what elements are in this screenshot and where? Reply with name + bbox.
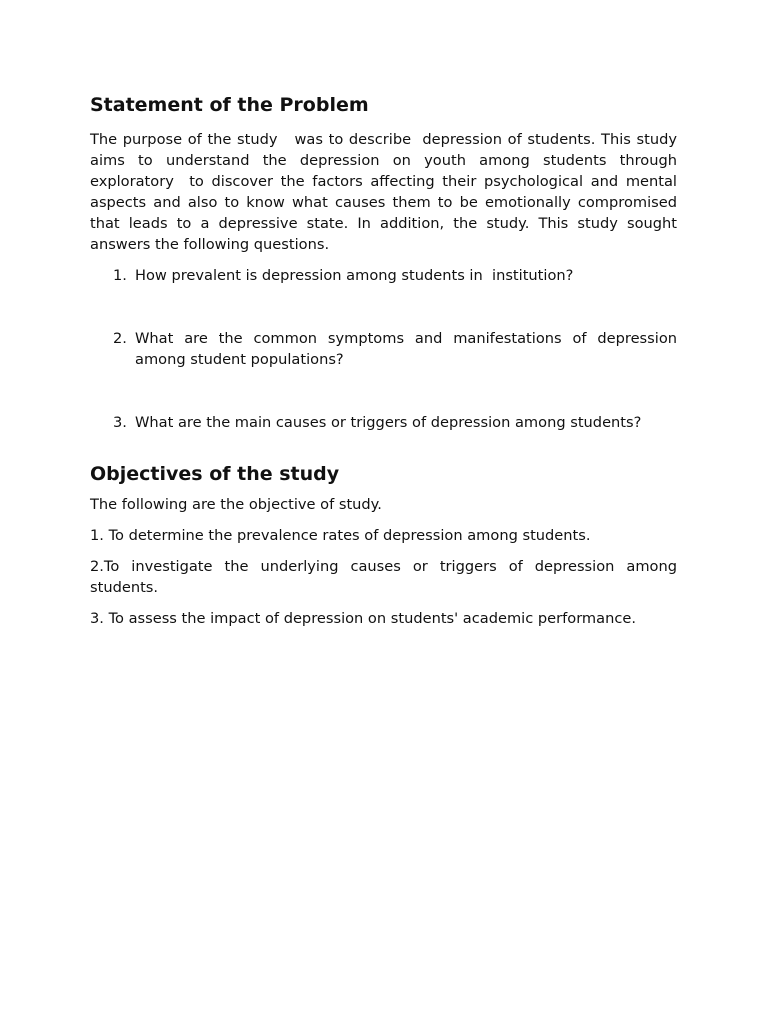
list-item bbox=[90, 328, 677, 371]
objective-item: 1. To determine the prevalence rates of depression among students. bbox=[90, 527, 591, 544]
problem-paragraph: The purpose of the study was to describe depression of students. This study aims to understand the depression on youth among students through exploratory to discover the factors affecting their psychological and mental aspects and also to know what causes them to be emotionally compromised that leads to a depressive state. In addition, the study. This study sought answers the following questions. bbox=[90, 131, 682, 253]
question-text: What are the common symptoms and manifestations of depression among student populations? bbox=[135, 329, 677, 368]
list-item bbox=[90, 265, 677, 287]
question-text: What are the main causes or triggers of depression among students? bbox=[135, 413, 642, 431]
document-page bbox=[90, 92, 682, 639]
list-item bbox=[90, 412, 677, 434]
research-questions-list bbox=[90, 265, 677, 433]
question-number: 3. bbox=[113, 413, 127, 431]
objectives-intro: The following are the objective of study. bbox=[90, 496, 382, 513]
question-text: How prevalent is depression among students in institution? bbox=[135, 267, 574, 284]
objective-item: 2.To investigate the underlying causes or triggers of depression among students. bbox=[90, 558, 677, 596]
objectives-heading: Objectives of the study bbox=[90, 463, 340, 485]
question-number: 1. bbox=[113, 267, 127, 284]
question-number: 2. bbox=[113, 329, 127, 347]
objective-item: 3. To assess the impact of depression on students' academic performance. bbox=[90, 610, 636, 627]
problem-heading: Statement of the Problem bbox=[90, 94, 369, 116]
